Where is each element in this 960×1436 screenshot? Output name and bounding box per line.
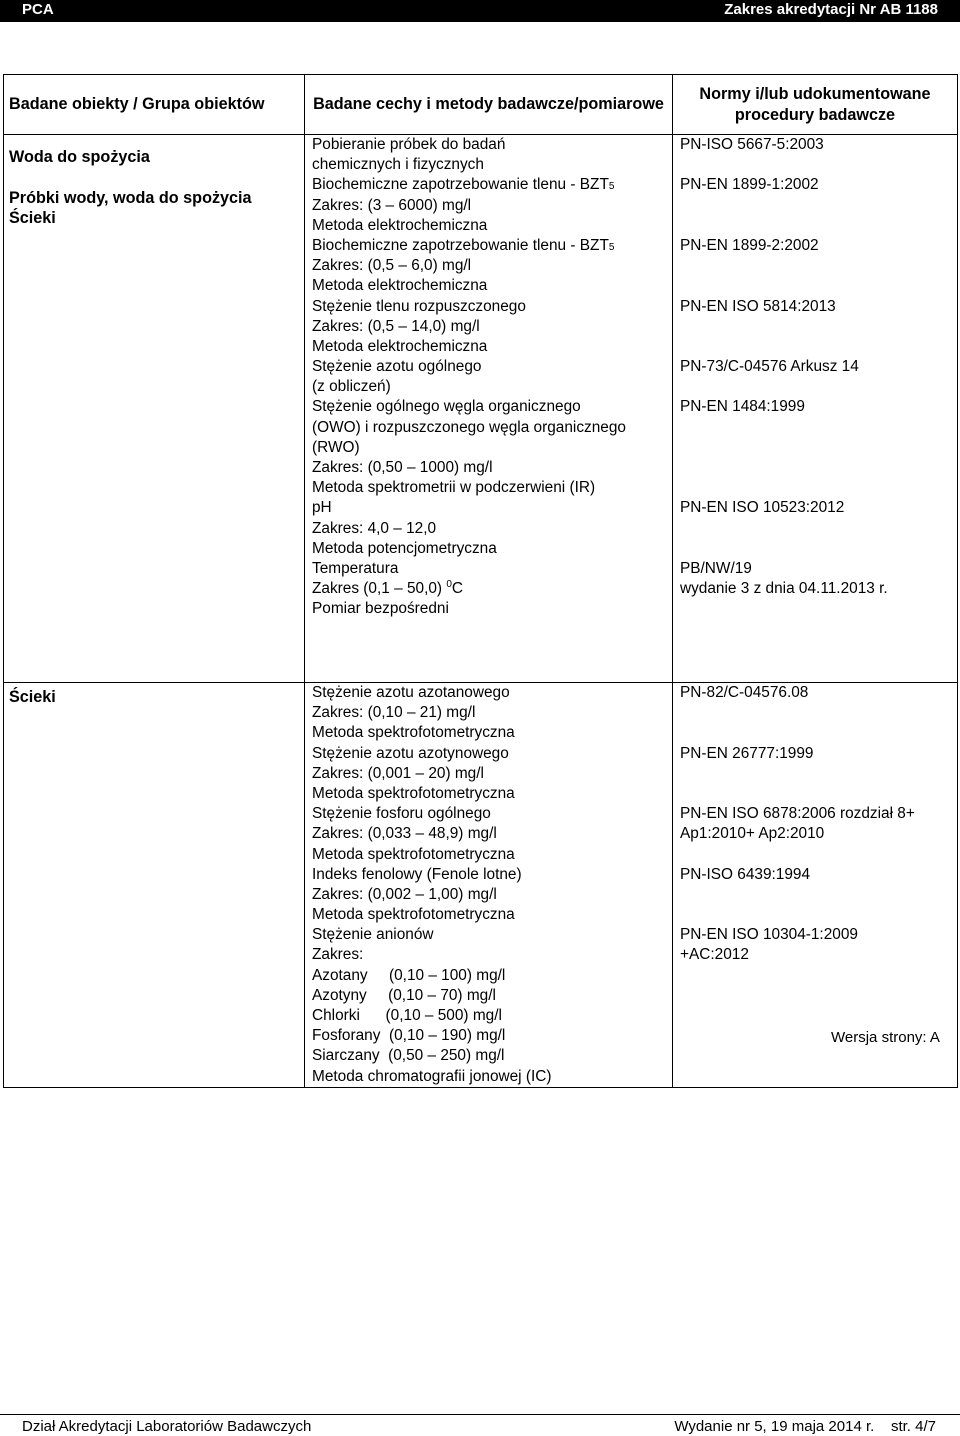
standard-line (680, 986, 950, 1006)
standard-line: PN-73/C-04576 Arkusz 14 (680, 358, 859, 376)
standard-group (680, 865, 950, 926)
standard-group (680, 559, 950, 620)
header-title: Zakres akredytacji Nr AB 1188 (724, 1, 938, 18)
standard-line (680, 438, 950, 458)
method-text: Zakres: (0,50 – 1000) mg/l (312, 459, 493, 476)
standard-line (680, 723, 950, 743)
method-text: Metoda elektrochemiczna (312, 277, 488, 295)
method-group (312, 683, 665, 744)
method-group (312, 744, 665, 805)
method-line (312, 418, 665, 438)
standard-line: PN-EN ISO 6878:2006 rozdział 8+ (680, 805, 915, 823)
method-line (312, 519, 665, 539)
table-row (4, 135, 958, 683)
method-text: pH (312, 499, 332, 517)
method-text: Metoda elektrochemiczna (312, 337, 488, 355)
method-text: Metoda potencjometryczna (312, 539, 497, 557)
standard-line: PN-EN ISO 5814:2013 (680, 297, 836, 315)
standard-line (680, 703, 950, 723)
method-group (312, 397, 665, 498)
object-label: Woda do spożycia (9, 148, 150, 166)
method-line (312, 1067, 665, 1087)
method-line (312, 196, 665, 216)
method-group (312, 297, 665, 358)
standard-group (680, 297, 950, 358)
standard-line (680, 478, 950, 498)
method-group (312, 135, 665, 175)
standard-line (680, 784, 950, 804)
method-line (312, 559, 665, 579)
superscript: 0 (446, 579, 452, 590)
method-line (312, 539, 665, 559)
method-text: Metoda spektrofotometryczna (312, 845, 515, 863)
standard-line (680, 966, 950, 986)
method-line (312, 703, 665, 723)
method-line (312, 458, 665, 478)
method-group (312, 236, 665, 297)
standard-line (680, 1006, 950, 1026)
method-line (312, 579, 665, 599)
standard-group (680, 804, 950, 865)
method-line (312, 498, 665, 518)
method-line (312, 599, 665, 619)
standard-line (680, 764, 950, 784)
standard-line: PB/NW/19 (680, 559, 752, 577)
object-label: Próbki wody, woda do spożycia (9, 189, 252, 207)
method-group (312, 925, 665, 1087)
footer-department: Dział Akredytacji Laboratoriów Badawczych (22, 1418, 312, 1435)
objects-cell-top (4, 135, 305, 683)
method-text: Zakres: (0,033 – 48,9) mg/l (312, 825, 497, 843)
standard-line: PN-ISO 6439:1994 (680, 865, 811, 883)
standard-group (680, 683, 950, 744)
method-text: Zakres: 4,0 – 12,0 (312, 519, 437, 537)
method-text: Stężenie azotu azotynowego (312, 744, 509, 762)
standard-line (680, 519, 950, 539)
method-line (312, 986, 665, 1006)
method-line (312, 824, 665, 844)
table-header-row (4, 75, 958, 135)
method-text: Azotyny (0,10 – 70) mg/l (312, 986, 496, 1004)
method-text: (z obliczeń) (312, 378, 391, 396)
method-line (312, 905, 665, 925)
standard-line (680, 1046, 950, 1066)
standard-line (680, 155, 950, 175)
table-row (4, 683, 958, 1088)
standard-line (680, 599, 950, 619)
page-header (0, 0, 960, 22)
method-line (312, 885, 665, 905)
standard-line (680, 276, 950, 296)
standard-group (680, 357, 950, 397)
method-text: Stężenie ogólnego węgla organicznego (312, 398, 581, 416)
method-line (312, 865, 665, 885)
header-methods: Badane cechy i metody badawcze/pomiarowe (305, 75, 673, 135)
standard-line (680, 905, 950, 925)
standard-group (680, 135, 950, 175)
standard-line (680, 337, 950, 357)
method-line (312, 945, 665, 965)
method-line (312, 925, 665, 945)
page-version: Wersja strony: A (831, 1029, 940, 1046)
standard-line: +AC:2012 (680, 946, 749, 964)
header-org: PCA (22, 1, 54, 18)
method-text: Metoda spektrometrii w podczerwieni (IR) (312, 479, 596, 497)
method-line (312, 276, 665, 296)
header-objects: Badane obiekty / Grupa obiektów (4, 75, 305, 135)
methods-cell (305, 135, 673, 683)
standard-line (680, 377, 950, 397)
standard-line: PN-ISO 5667-5:2003 (680, 136, 824, 153)
method-text: Zakres: (0,002 – 1,00) mg/l (312, 885, 497, 903)
method-line (312, 397, 665, 417)
standard-line (680, 256, 950, 276)
method-line (312, 1006, 665, 1026)
method-group (312, 559, 665, 620)
method-line (312, 317, 665, 337)
method-text: Metoda elektrochemiczna (312, 216, 488, 234)
method-text: Siarczany (0,50 – 250) mg/l (312, 1047, 505, 1065)
method-text: Chlorki (0,10 – 500) mg/l (312, 1007, 502, 1024)
method-line (312, 438, 665, 458)
methods-cell (305, 683, 673, 1088)
method-text: Stężenie azotu ogólnego (312, 358, 482, 376)
method-line (312, 784, 665, 804)
method-text: Zakres: (0,001 – 20) mg/l (312, 764, 484, 782)
method-group (312, 498, 665, 559)
method-line (312, 804, 665, 824)
object-label: Ścieki (9, 688, 56, 706)
method-text: (OWO) i rozpuszczonego węgla organicznego (312, 418, 626, 436)
object-label: Ścieki (9, 209, 56, 227)
method-group (312, 357, 665, 397)
method-text: Stężenie anionów (312, 926, 434, 944)
standard-line: PN-EN ISO 10523:2012 (680, 499, 845, 517)
subscript: 5 (608, 241, 615, 253)
method-text: Zakres: (0,5 – 14,0) mg/l (312, 317, 480, 335)
method-line (312, 357, 665, 377)
standard-line (680, 196, 950, 216)
standard-group (680, 175, 950, 236)
method-text: Biochemiczne zapotrzebowanie tlenu - BZT (312, 176, 609, 194)
footer-edition: Wydanie nr 5, 19 maja 2014 r. str. 4/7 (674, 1418, 936, 1435)
standard-group (680, 397, 950, 498)
method-text: Fosforany (0,10 – 190) mg/l (312, 1027, 506, 1045)
method-group (312, 804, 665, 865)
method-text: Pobieranie próbek do badań (312, 136, 506, 153)
method-text: (RWO) (312, 438, 360, 456)
method-line (312, 175, 665, 195)
method-text: Metoda spektrofotometryczna (312, 784, 515, 802)
standard-line: PN-EN 1484:1999 (680, 398, 805, 416)
method-group (312, 175, 665, 236)
method-line (312, 723, 665, 743)
method-text: Metoda chromatografii jonowej (IC) (312, 1067, 552, 1085)
standard-line (680, 885, 950, 905)
method-text: Stężenie fosforu ogólnego (312, 805, 491, 823)
accreditation-scope-table (3, 74, 958, 1088)
method-line (312, 1026, 665, 1046)
subscript: 5 (608, 181, 615, 193)
method-text: Zakres: (0,5 – 6,0) mg/l (312, 257, 472, 275)
standard-line: Ap1:2010+ Ap2:2010 (680, 825, 825, 843)
standard-line (680, 216, 950, 236)
objects-cell-bottom (4, 683, 305, 1088)
standards-cell (673, 135, 958, 683)
method-text: chemicznych i fizycznych (312, 156, 484, 174)
method-line (312, 744, 665, 764)
footer-divider (0, 1414, 960, 1415)
standard-line (680, 317, 950, 337)
method-text: Zakres: (0,10 – 21) mg/l (312, 704, 476, 722)
method-line (312, 1046, 665, 1066)
method-line (312, 155, 665, 175)
method-text: Stężenie tlenu rozpuszczonego (312, 297, 526, 315)
method-text: Stężenie azotu azotanowego (312, 684, 510, 701)
standard-group (680, 925, 950, 1087)
method-text: Zakres: (312, 946, 364, 964)
standard-line (680, 458, 950, 478)
method-text: Pomiar bezpośredni (312, 600, 449, 618)
unit: C (451, 580, 463, 598)
standard-group (680, 498, 950, 559)
method-line (312, 297, 665, 317)
standard-line (680, 418, 950, 438)
standard-line: PN-EN 1899-1:2002 (680, 176, 819, 194)
method-line (312, 764, 665, 784)
standard-line: PN-EN ISO 10304-1:2009 (680, 926, 858, 944)
standard-group (680, 744, 950, 805)
method-text: Zakres (0,1 – 50,0) (312, 580, 447, 598)
method-text: Biochemiczne zapotrzebowanie tlenu - BZT (312, 236, 609, 254)
method-line (312, 683, 665, 703)
method-line (312, 236, 665, 256)
standard-line (680, 1067, 950, 1087)
method-line (312, 377, 665, 397)
method-text: Metoda spektrofotometryczna (312, 906, 515, 924)
method-group (312, 865, 665, 926)
method-text: Metoda spektrofotometryczna (312, 724, 515, 742)
method-line (312, 216, 665, 236)
method-line (312, 845, 665, 865)
method-text: Indeks fenolowy (Fenole lotne) (312, 865, 522, 883)
method-text: Temperatura (312, 559, 399, 577)
method-line (312, 135, 665, 155)
standard-line (680, 539, 950, 559)
method-line (312, 966, 665, 986)
standard-line: wydanie 3 z dnia 04.11.2013 r. (680, 580, 888, 598)
standard-line: PN-EN 26777:1999 (680, 744, 814, 762)
method-text: Zakres: (3 – 6000) mg/l (312, 196, 472, 214)
method-line (312, 256, 665, 276)
standard-group (680, 236, 950, 297)
standards-cell (673, 683, 958, 1088)
method-line (312, 337, 665, 357)
method-line (312, 478, 665, 498)
standard-line: PN-EN 1899-2:2002 (680, 236, 819, 254)
standard-line (680, 845, 950, 865)
standard-line: PN-82/C-04576.08 (680, 684, 809, 701)
header-standards: Normy i/lub udokumentowane procedury badawcze (673, 75, 958, 135)
method-text: Azotany (0,10 – 100) mg/l (312, 966, 506, 984)
